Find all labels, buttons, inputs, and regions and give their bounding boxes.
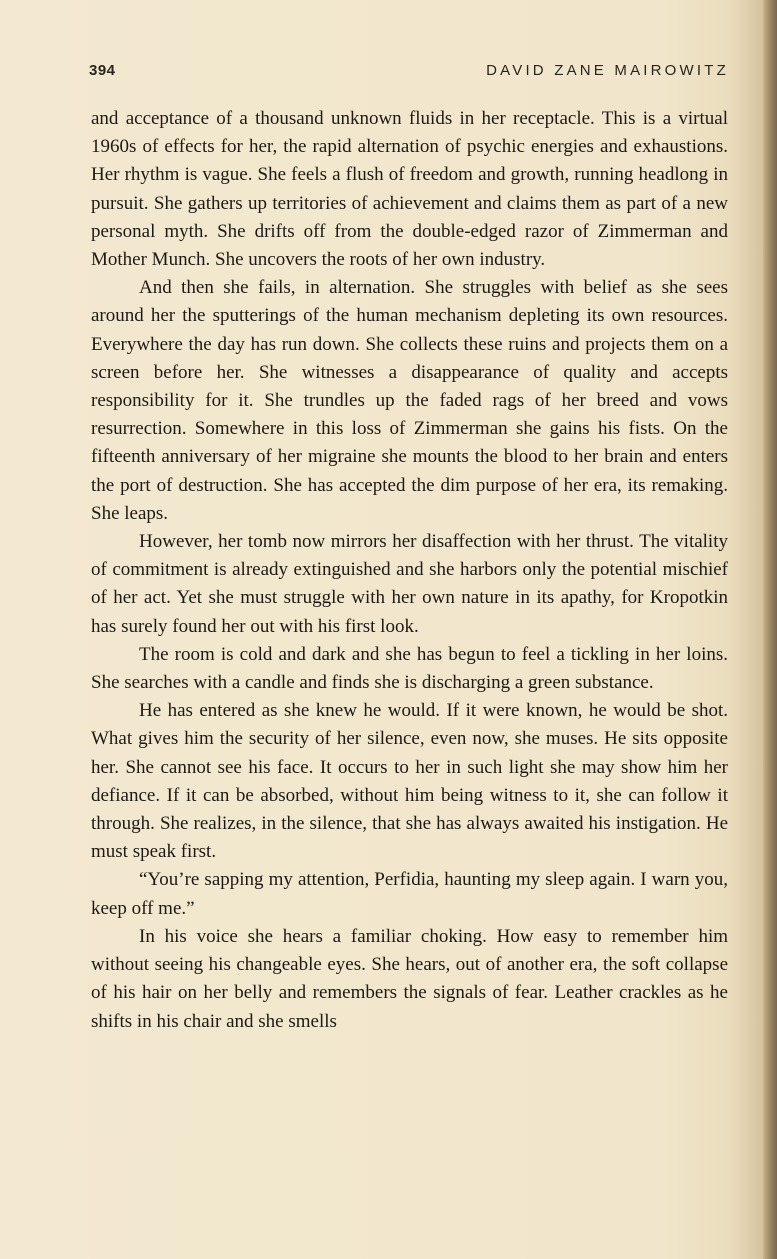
page-number: 394 — [89, 62, 116, 79]
paragraph: And then she fails, in alternation. She struggles with belief as she sees around her the sputterings of the human mechanism depleting its own resources. Everywhere the day has run down. She collects these ruins and projects them on a screen before her. She witnesses a disappearance of quality and accepts responsibility for it. She trundles up the faded rags of her breed and vows resurrection. Somewhere in this loss of Zimmerman she gains his fists. On the fifteenth anniversary of her migraine she mounts the blood to her brain and enters the port of destruction. She has accepted the dim purpose of her era, its remaking. She leaps. — [91, 277, 728, 524]
paragraph: However, her tomb now mirrors her disaffection with her thrust. The vitality of commitment is already extinguished and she harbors only the potential mischief of her act. Yet she must struggle with her own nature in its apathy, for Kropotkin has surely found her out with his first look. — [91, 531, 728, 637]
running-head — [89, 62, 729, 86]
page-edge-shadow — [763, 0, 777, 1259]
body-text — [91, 105, 728, 1036]
paragraph: and acceptance of a thousand unknown fluids in her receptacle. This is a virtual 1960s of effects for her, the rapid alternation of psychic energies and exhaustions. Her rhythm is vague. She feels a flush of freedom and growth, running headlong in pursuit. She gathers up territories of achievement and claims them as part of a new personal myth. She drifts off from the double-edged razor of Zimmerman and Mother Munch. She uncovers the roots of her own industry. — [91, 108, 728, 271]
paragraph: “You’re sapping my attention, Perfidia, haunting my sleep again. I warn you, keep off me.” — [91, 869, 728, 919]
running-head-author: DAVID ZANE MAIROWITZ — [486, 62, 729, 79]
paragraph: He has entered as she knew he would. If it were known, he would be shot. What gives him the security of her silence, even now, she muses. He sits opposite her. She cannot see his face. It occurs to her in such light she may show him her defiance. If it can be absorbed, without him being witness to it, she can follow it through. She realizes, in the silence, that she has always awaited his instigation. He must speak first. — [91, 700, 728, 863]
paragraph: The room is cold and dark and she has begun to feel a tickling in her loins. She searches with a candle and finds she is discharging a green substance. — [91, 643, 728, 694]
paragraph: In his voice she hears a familiar choking. How easy to remember him without seeing his changeable eyes. She hears, out of another era, the soft collapse of his hair on her belly and remembers the signals of fear. Leather crackles as he shifts in his chair and she smells — [91, 925, 728, 1032]
